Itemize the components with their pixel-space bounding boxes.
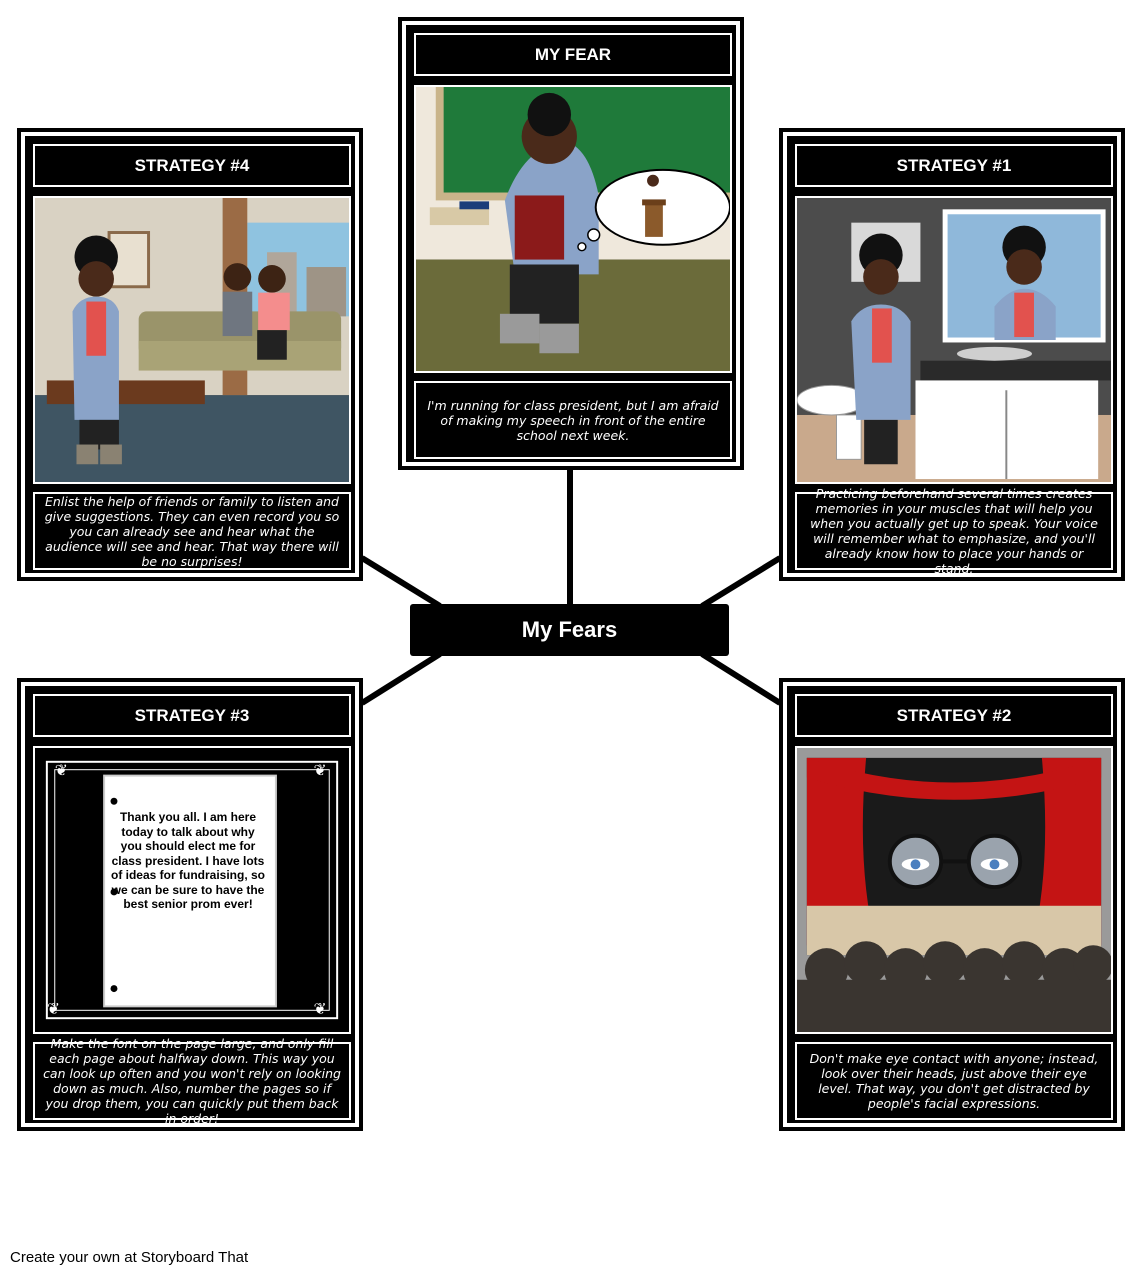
speech-paper-text: Thank you all. I am here today to talk about why you should elect me for class president. I have lots of ideas for fundraising, so we can be sure to have the best senior prom ever!	[110, 810, 265, 911]
connector-strategy1	[702, 558, 780, 606]
svg-text:❦: ❦	[313, 999, 327, 1019]
card-my-fear	[398, 17, 744, 470]
card-title: STRATEGY #1	[795, 144, 1113, 187]
connector-strategy4	[362, 558, 440, 606]
card-title: STRATEGY #2	[795, 694, 1113, 737]
card-caption: Practicing beforehand several times creates memories in your muscles that will help you when you actually get up to speak. Your voice will remember what to emphasize, and you'll already know how to place your hands or stand.	[795, 492, 1113, 570]
scene-stage-audience	[795, 746, 1113, 1034]
card-strategy-1	[779, 128, 1125, 581]
svg-text:❦: ❦	[313, 760, 327, 780]
svg-text:❦: ❦	[54, 760, 68, 780]
scene-bathroom-mirror	[795, 196, 1113, 484]
card-strategy-2	[779, 678, 1125, 1131]
card-caption: Enlist the help of friends or family to listen and give suggestions. They can even record you so you can already see and hear what the audience will see and hear. That way there will be no surprises!	[33, 492, 351, 570]
central-topic: My Fears	[410, 604, 729, 656]
connector-strategy3	[362, 654, 440, 703]
card-strategy-4	[17, 128, 363, 581]
card-title: STRATEGY #3	[33, 694, 351, 737]
card-title: STRATEGY #4	[33, 144, 351, 187]
card-caption: Don't make eye contact with anyone; instead, look over their heads, just above their eye level. That way, you don't get distracted by people's facial expressions.	[795, 1042, 1113, 1120]
scene-classroom	[414, 85, 732, 373]
card-title: MY FEAR	[414, 33, 732, 76]
card-caption: I'm running for class president, but I am afraid of making my speech in front of the entire school next week.	[414, 381, 732, 459]
card-caption: Make the font on the page large, and only fill each page about halfway down. This way you can look up often and you won't rely on looking down as much. Also, number the pages so if you drop them, you can quickly put them back in order!	[33, 1042, 351, 1120]
svg-text:❦: ❦	[46, 999, 61, 1019]
create-your-own-link[interactable]: Create your own at Storyboard That	[10, 1249, 249, 1266]
connector-strategy2	[702, 654, 780, 703]
scene-living-room	[33, 196, 351, 484]
